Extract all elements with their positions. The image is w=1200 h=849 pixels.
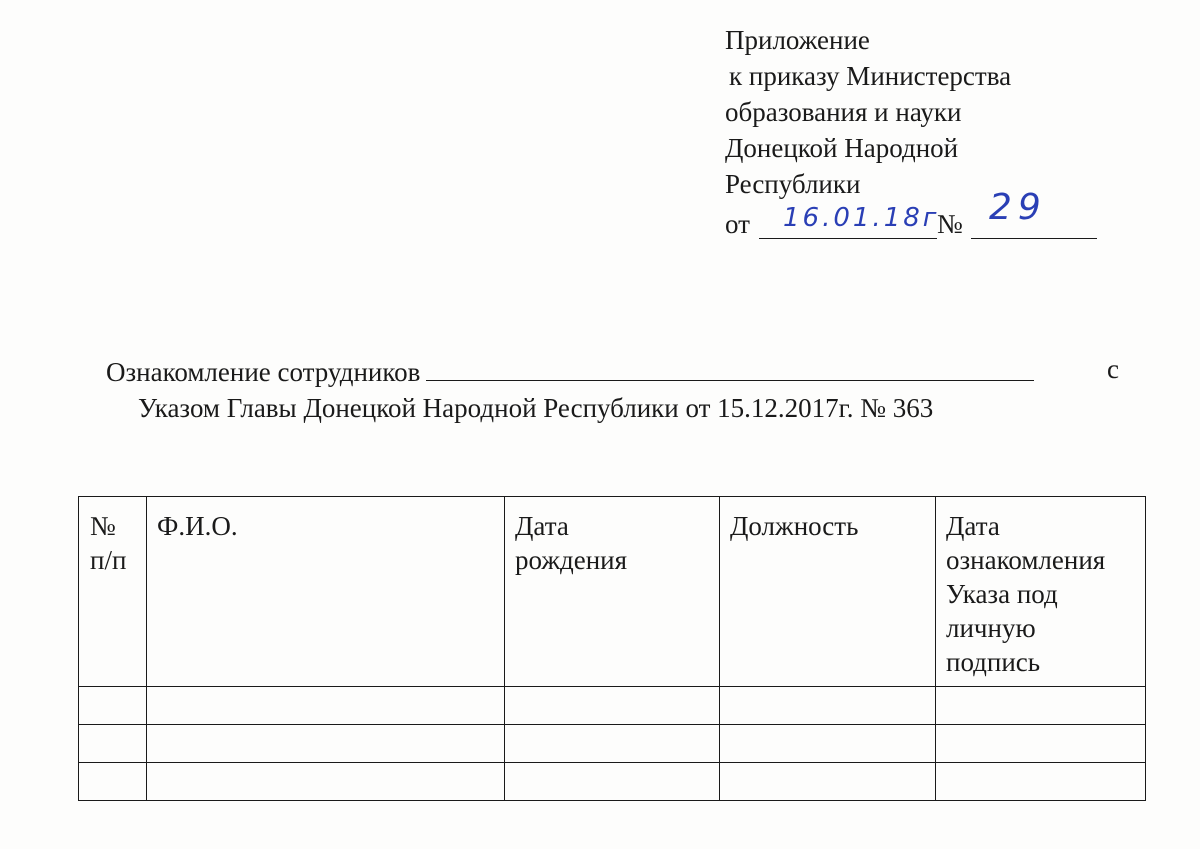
table-row [79, 725, 1146, 763]
header-text: рождения [515, 545, 628, 575]
table-cell[interactable] [79, 725, 147, 763]
header-text: подпись [946, 647, 1041, 677]
table-cell[interactable] [505, 725, 720, 763]
table-cell[interactable] [720, 763, 936, 801]
table-cell[interactable] [936, 687, 1146, 725]
handwritten-number: 29 [989, 187, 1047, 228]
table-cell[interactable] [505, 687, 720, 725]
organization-blank-field [426, 356, 1034, 381]
header-line: образования и науки [725, 97, 962, 127]
table-cell[interactable] [147, 763, 505, 801]
column-header-birth-date [505, 497, 720, 687]
header-text: Дата [515, 511, 569, 541]
order-date-number-line [725, 187, 1125, 242]
document-title-line-1 [106, 354, 1119, 388]
title-tail: с [1107, 354, 1119, 384]
attachment-header [725, 22, 1125, 242]
header-text: Дата [946, 511, 1000, 541]
table-cell[interactable] [720, 687, 936, 725]
header-text: № [90, 511, 116, 541]
column-header-acknowledgement-signature [936, 497, 1146, 687]
date-prefix: от [725, 209, 750, 239]
handwritten-date: 16.01.18г [783, 203, 940, 233]
header-text: Указа под [946, 579, 1058, 609]
table-cell[interactable] [505, 763, 720, 801]
acknowledgement-table [78, 496, 1146, 801]
column-header-number [79, 497, 147, 687]
header-text: Должность [730, 511, 859, 541]
document-title-line-2: Указом Главы Донецкой Народной Республики от 15.12.2017г. № 363 [138, 393, 934, 423]
header-line: к приказу Министерства [729, 61, 1012, 91]
header-line: Донецкой Народной [725, 133, 959, 163]
number-sign: № [937, 209, 963, 239]
header-text: личную [946, 613, 1036, 643]
table-cell[interactable] [79, 763, 147, 801]
table-cell[interactable] [936, 725, 1146, 763]
table-cell[interactable] [147, 725, 505, 763]
header-line: Республики [725, 169, 861, 199]
column-header-position [720, 497, 936, 687]
header-text: ознакомления [946, 545, 1106, 575]
header-text: Ф.И.О. [157, 511, 238, 541]
header-text: п/п [90, 545, 127, 575]
table-row [79, 763, 1146, 801]
table-cell[interactable] [936, 763, 1146, 801]
table-row [79, 687, 1146, 725]
header-line: Приложение [725, 25, 870, 55]
table-header-row [79, 497, 1146, 687]
table-cell[interactable] [720, 725, 936, 763]
column-header-fio [147, 497, 505, 687]
table-cell[interactable] [79, 687, 147, 725]
title-text: Ознакомление сотрудников [106, 357, 421, 387]
table-cell[interactable] [147, 687, 505, 725]
